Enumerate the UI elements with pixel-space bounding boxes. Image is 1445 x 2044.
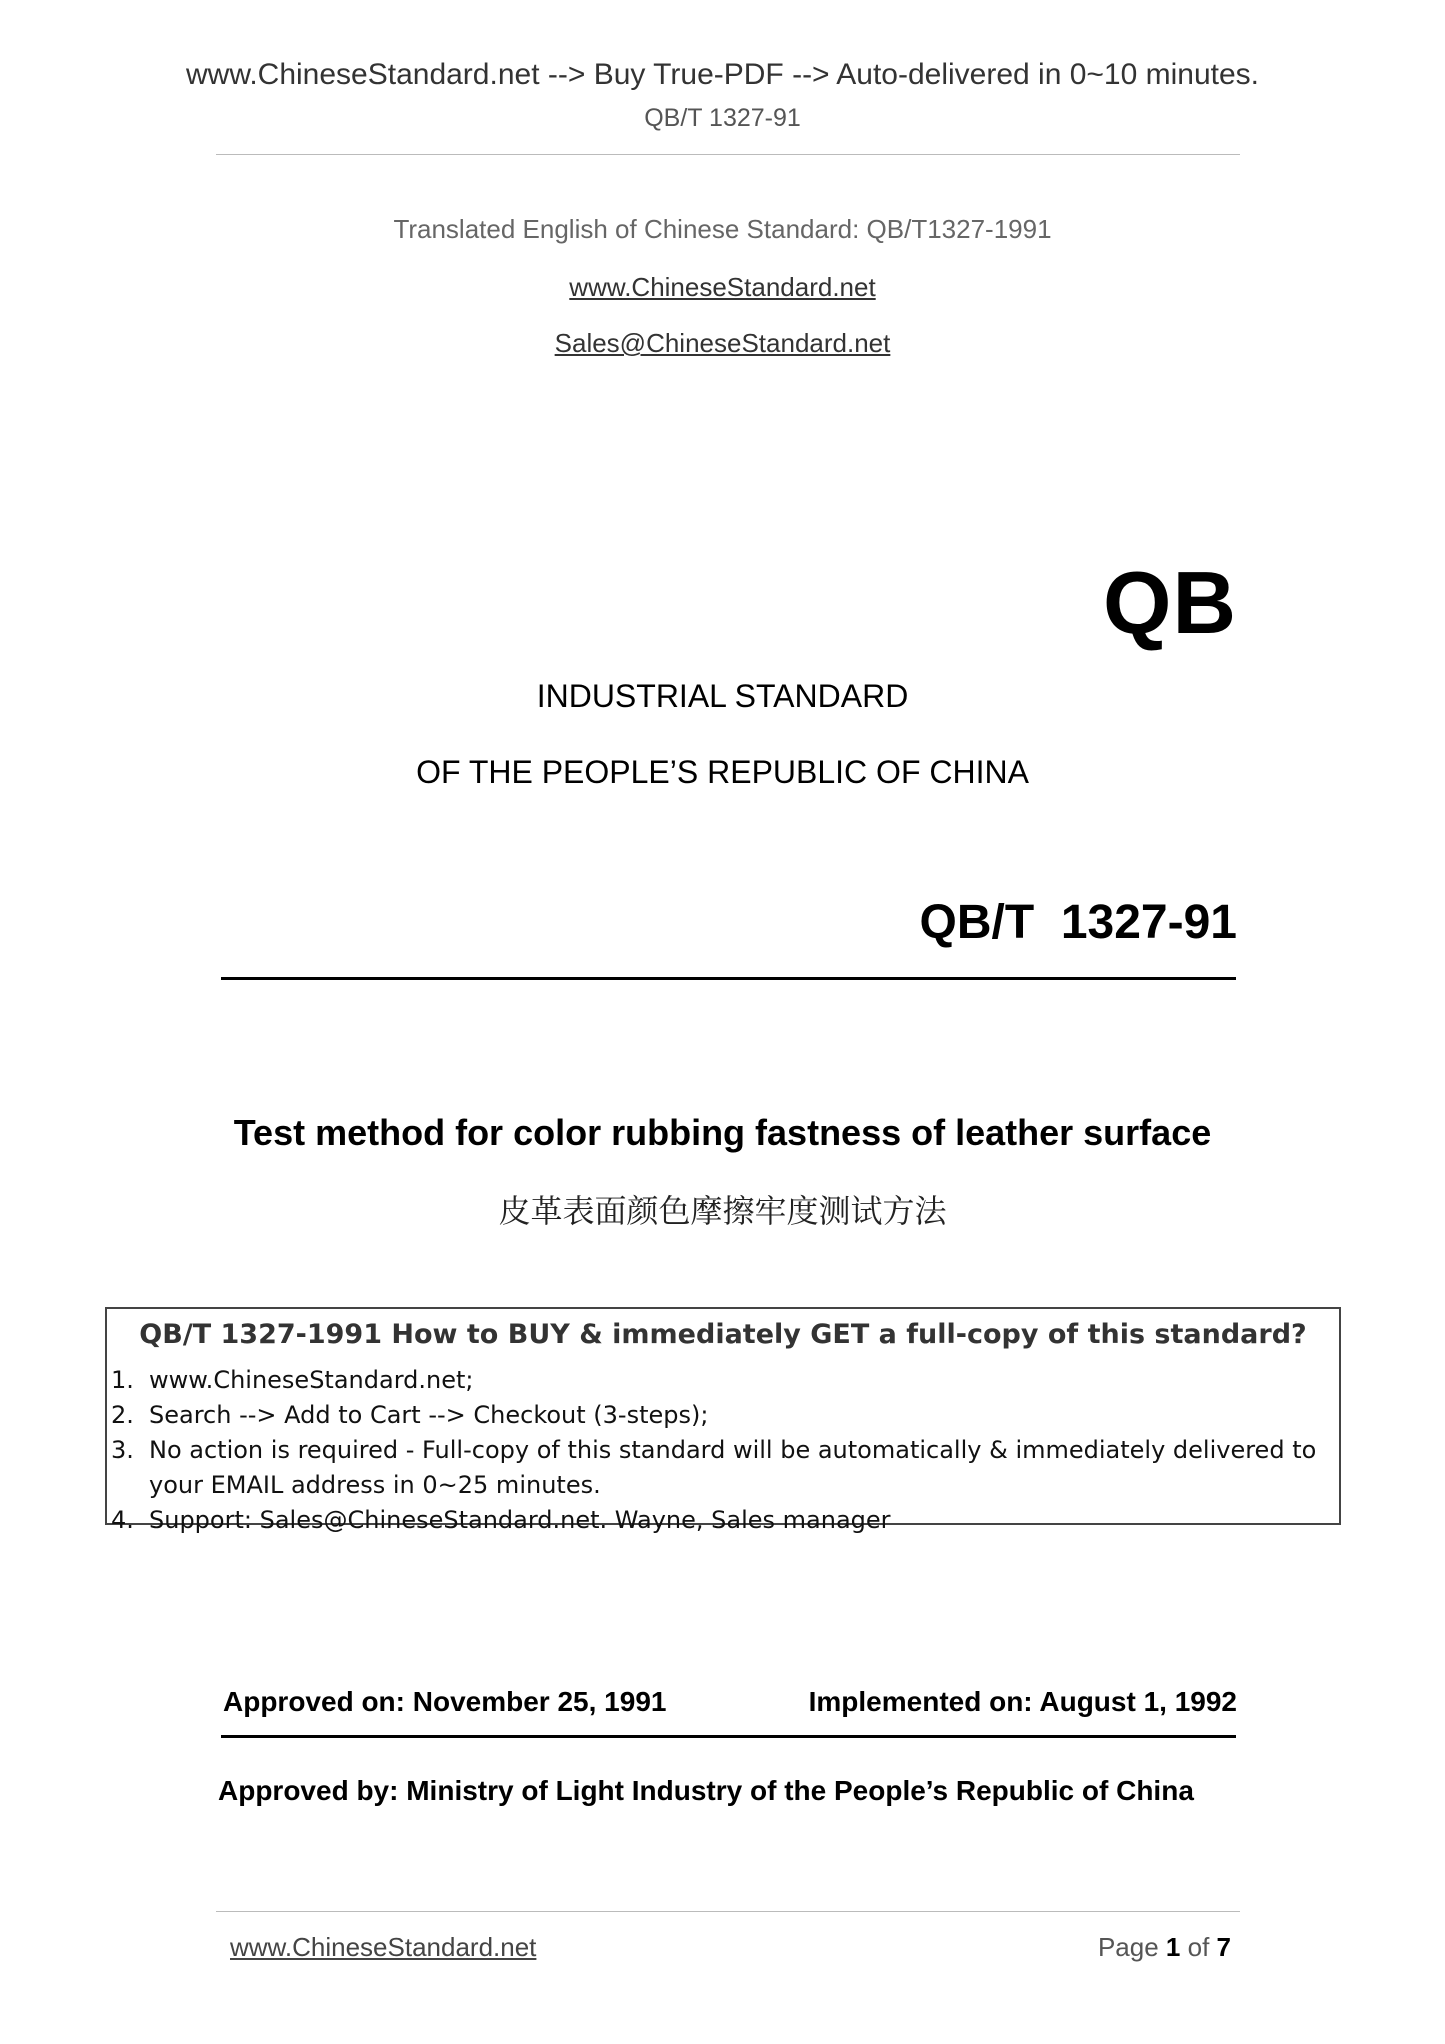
translated-line: Translated English of Chinese Standard: QB/T1327-1991 bbox=[393, 214, 1052, 244]
list-item bbox=[111, 1363, 1329, 1398]
step-number: 4. bbox=[111, 1506, 134, 1534]
how-to-buy-box bbox=[105, 1307, 1341, 1534]
step-number: 2. bbox=[111, 1401, 134, 1429]
footer-website-link[interactable]: www.ChineseStandard.net bbox=[230, 1932, 537, 1962]
website-link[interactable] bbox=[0, 272, 1445, 303]
page-current: 1 bbox=[1165, 1932, 1181, 1962]
step-text: No action is required - Full-copy of this standard will be automatically & immediately delivered to your EMAIL address in 0~25 minutes. bbox=[149, 1436, 1317, 1499]
dates-rule bbox=[221, 1735, 1236, 1738]
footer-divider bbox=[216, 1911, 1240, 1912]
country-line: OF THE PEOPLE’S REPUBLIC OF CHINA bbox=[416, 754, 1029, 790]
step-text: Search --> Add to Cart --> Checkout (3-steps); bbox=[149, 1401, 709, 1429]
qb-logo-code: QB bbox=[1103, 553, 1237, 652]
header-banner: www.ChineseStandard.net --> Buy True-PDF --> Auto-delivered in 0~10 minutes. bbox=[185, 58, 1260, 91]
page-label: Page bbox=[1097, 1932, 1159, 1962]
page-total: 7 bbox=[1216, 1932, 1231, 1962]
step-number: 1. bbox=[111, 1366, 134, 1394]
list-item bbox=[111, 1433, 1329, 1503]
list-item bbox=[111, 1503, 1329, 1538]
title-chinese: 皮革表面颜色摩擦牢度测试方法 bbox=[498, 1192, 947, 1230]
header-standard-code: QB/T 1327-91 bbox=[644, 104, 801, 132]
email-link[interactable] bbox=[0, 328, 1445, 359]
implemented-on-date: Implemented on: August 1, 1992 bbox=[808, 1686, 1237, 1717]
approved-by-line: Approved by: Ministry of Light Industry of the People’s Republic of China bbox=[218, 1775, 1194, 1806]
approved-on-date: Approved on: November 25, 1991 bbox=[223, 1686, 667, 1717]
website-link-text[interactable]: www.ChineseStandard.net bbox=[569, 272, 876, 302]
buy-box-heading: QB/T 1327-1991 How to BUY & immediately GET a full-copy of this standard? bbox=[139, 1319, 1307, 1350]
title-english: Test method for color rubbing fastness of leather surface bbox=[233, 1112, 1212, 1153]
page-of: of bbox=[1187, 1932, 1210, 1962]
standard-number-rule bbox=[221, 977, 1236, 980]
email-link-text[interactable]: Sales@ChineseStandard.net bbox=[554, 328, 891, 358]
standard-number: QB/T 1327-91 bbox=[919, 896, 1237, 949]
list-item bbox=[111, 1398, 1329, 1433]
industrial-standard-line: INDUSTRIAL STANDARD bbox=[536, 678, 909, 714]
step-text: www.ChineseStandard.net; bbox=[149, 1366, 474, 1394]
buy-steps-list bbox=[111, 1363, 1329, 1538]
step-number: 3. bbox=[111, 1436, 134, 1464]
page-indicator bbox=[1098, 1932, 1231, 1963]
header-divider bbox=[216, 154, 1240, 155]
step-text: Support: Sales@ChineseStandard.net. Wayne, Sales manager bbox=[149, 1506, 891, 1534]
